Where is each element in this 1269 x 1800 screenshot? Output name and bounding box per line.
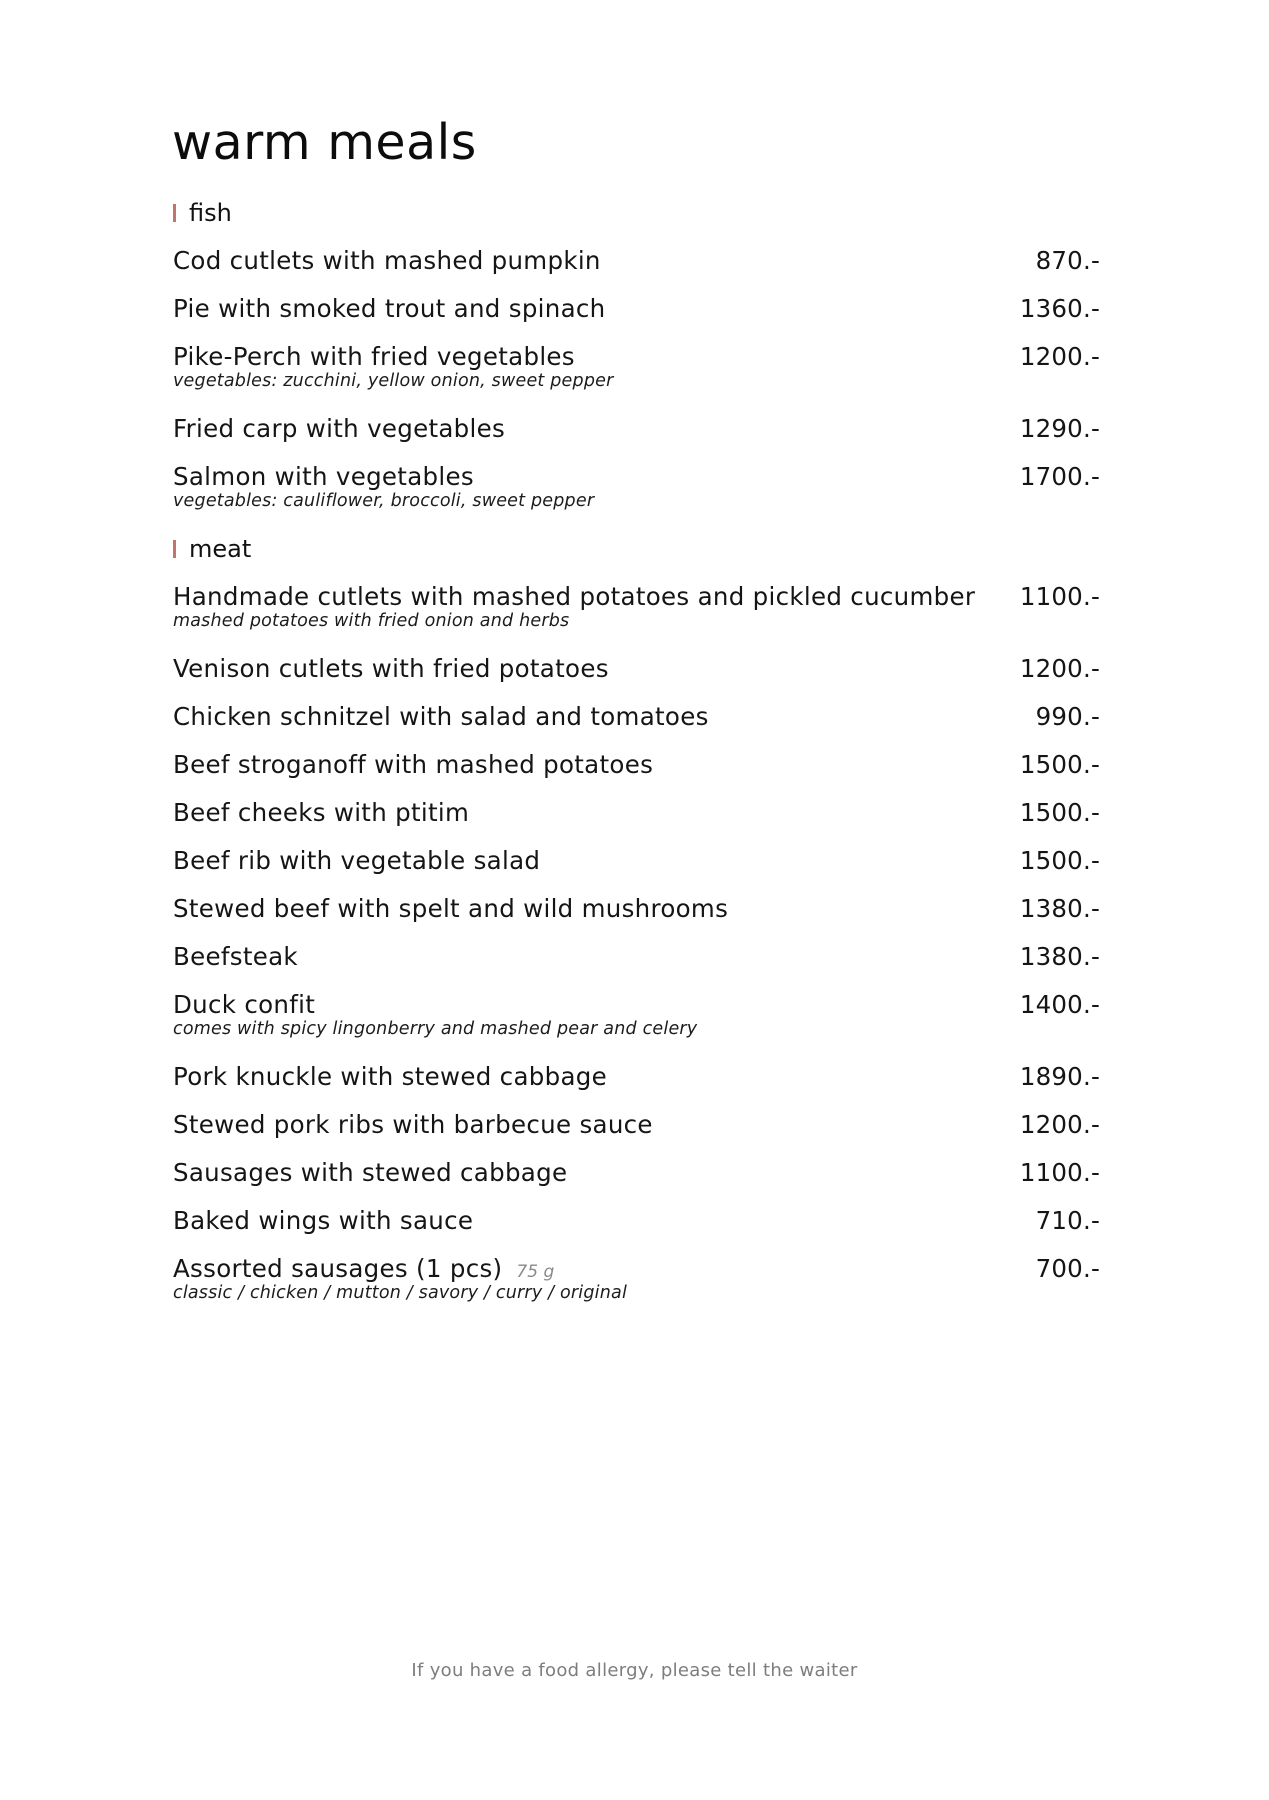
menu-item-price: 1500.- bbox=[1019, 798, 1100, 827]
menu-item-description: vegetables: cauliflower, broccoli, sweet pepper bbox=[173, 491, 595, 511]
menu-item bbox=[173, 653, 1100, 684]
menu-item-price: 1200.- bbox=[1019, 342, 1100, 371]
menu-item-name: Beef cheeks with ptitim bbox=[173, 798, 470, 827]
menu-item-name: Pike-Perch with fried vegetables bbox=[173, 342, 575, 371]
menu-item-title bbox=[173, 1205, 473, 1236]
menu-item-name: Salmon with vegetables bbox=[173, 462, 474, 491]
menu-item-title bbox=[173, 749, 653, 780]
menu-item bbox=[173, 893, 1100, 924]
menu-item-description: mashed potatoes with fried onion and herbs bbox=[173, 611, 570, 631]
menu-item-title bbox=[173, 461, 474, 492]
menu-item-title bbox=[173, 941, 298, 972]
menu-item-price: 1700.- bbox=[1019, 462, 1100, 491]
menu-item-name: Beefsteak bbox=[173, 942, 298, 971]
menu-item-name: Cod cutlets with mashed pumpkin bbox=[173, 246, 601, 275]
menu-item bbox=[173, 1205, 1100, 1236]
menu-item-title bbox=[173, 341, 575, 372]
menu-item-price: 1380.- bbox=[1019, 942, 1100, 971]
menu-item-name: Pie with smoked trout and spinach bbox=[173, 294, 606, 323]
menu-item-price: 870.- bbox=[1035, 246, 1100, 275]
menu-item-title bbox=[173, 293, 606, 324]
menu-item-price: 1100.- bbox=[1019, 1158, 1100, 1187]
menu-item-row bbox=[173, 341, 1100, 372]
menu-item-description: vegetables: zucchini, yellow onion, sweet pepper bbox=[173, 371, 614, 391]
menu-item-name: Pork knuckle with stewed cabbage bbox=[173, 1062, 607, 1091]
menu-item-weight: 75 g bbox=[516, 1262, 555, 1282]
menu-item-row bbox=[173, 701, 1100, 732]
menu-item-title bbox=[173, 581, 975, 612]
menu-item bbox=[173, 461, 1100, 512]
menu-item-row bbox=[173, 1205, 1100, 1236]
menu-item-price: 1400.- bbox=[1019, 990, 1100, 1019]
menu-item-name: Stewed pork ribs with barbecue sauce bbox=[173, 1110, 653, 1139]
menu-item bbox=[173, 701, 1100, 732]
menu-item bbox=[173, 413, 1100, 444]
menu-item-row bbox=[173, 245, 1100, 276]
section-header-fish bbox=[173, 197, 1100, 229]
menu-item-name: Sausages with stewed cabbage bbox=[173, 1158, 568, 1187]
menu-item-row bbox=[173, 653, 1100, 684]
menu-item-title bbox=[173, 893, 728, 924]
menu-item bbox=[173, 989, 1100, 1040]
section-label: meat bbox=[189, 535, 252, 563]
menu-item-row bbox=[173, 941, 1100, 972]
allergy-note: If you have a food allergy, please tell the waiter bbox=[411, 1660, 858, 1681]
menu-item-name: Stewed beef with spelt and wild mushrooms bbox=[173, 894, 729, 923]
menu-item bbox=[173, 1061, 1100, 1092]
menu-item-row bbox=[173, 845, 1100, 876]
menu-item-name: Beef stroganoff with mashed potatoes bbox=[173, 750, 654, 779]
menu-item-price: 710.- bbox=[1035, 1206, 1100, 1235]
menu-item-title bbox=[173, 989, 315, 1020]
menu-item-price: 1100.- bbox=[1019, 582, 1100, 611]
menu-item bbox=[173, 293, 1100, 324]
menu-item-description: comes with spicy lingonberry and mashed pear and celery bbox=[173, 1019, 698, 1039]
menu-item bbox=[173, 797, 1100, 828]
menu-item bbox=[173, 1109, 1100, 1140]
menu-item-title bbox=[173, 1109, 653, 1140]
menu-item bbox=[173, 941, 1100, 972]
menu-item-row bbox=[173, 989, 1100, 1020]
menu-item-price: 1290.- bbox=[1019, 414, 1100, 443]
menu-item-price: 1380.- bbox=[1019, 894, 1100, 923]
menu-item-price: 700.- bbox=[1035, 1254, 1100, 1283]
menu-item-row bbox=[173, 1253, 1100, 1284]
menu-item-row bbox=[173, 1109, 1100, 1140]
menu-item-title bbox=[173, 797, 469, 828]
menu-item-title bbox=[173, 701, 709, 732]
menu-item-row bbox=[173, 413, 1100, 444]
menu-item-row bbox=[173, 1157, 1100, 1188]
menu-item-title bbox=[173, 1157, 567, 1188]
menu-item-name: Duck confit bbox=[173, 990, 316, 1019]
menu-item-name: Fried carp with vegetables bbox=[173, 414, 506, 443]
menu-item-price: 990.- bbox=[1035, 702, 1100, 731]
menu-item-price: 1200.- bbox=[1019, 1110, 1100, 1139]
menu-item bbox=[173, 581, 1100, 632]
menu-item-title bbox=[173, 245, 601, 276]
menu-item-price: 1890.- bbox=[1019, 1062, 1100, 1091]
menu-item-price: 1500.- bbox=[1019, 750, 1100, 779]
menu-item-title bbox=[173, 845, 540, 876]
menu-item-row bbox=[173, 893, 1100, 924]
menu-item-price: 1200.- bbox=[1019, 654, 1100, 683]
menu-item-price: 1500.- bbox=[1019, 846, 1100, 875]
menu-item bbox=[173, 1157, 1100, 1188]
menu-item-name: Handmade cutlets with mashed potatoes and pickled cucumber bbox=[173, 582, 976, 611]
menu-item-row bbox=[173, 797, 1100, 828]
menu-list bbox=[173, 197, 1100, 1325]
menu-item bbox=[173, 341, 1100, 392]
section-accent-bar bbox=[173, 540, 176, 558]
section-label: fish bbox=[189, 199, 232, 227]
menu-item-row bbox=[173, 1061, 1100, 1092]
menu-item-name: Chicken schnitzel with salad and tomatoes bbox=[173, 702, 709, 731]
menu-item-name: Baked wings with sauce bbox=[173, 1206, 474, 1235]
menu-item-title bbox=[173, 413, 505, 444]
page-title: warm meals bbox=[172, 114, 477, 171]
menu-item bbox=[173, 245, 1100, 276]
section-accent-bar bbox=[173, 204, 176, 222]
menu-item-title bbox=[173, 653, 609, 684]
menu-item bbox=[173, 1253, 1100, 1304]
menu-item-title bbox=[173, 1061, 607, 1092]
section-header-meat bbox=[173, 533, 1100, 565]
menu-item bbox=[173, 749, 1100, 780]
menu-item-row bbox=[173, 293, 1100, 324]
menu-item-description: classic / chicken / mutton / savory / curry / original bbox=[173, 1283, 628, 1303]
menu-item-name: Assorted sausages (1 pcs) bbox=[173, 1254, 503, 1283]
menu-item-title bbox=[173, 1253, 554, 1284]
menu-item bbox=[173, 845, 1100, 876]
menu-item-name: Venison cutlets with fried potatoes bbox=[173, 654, 609, 683]
menu-item-name: Beef rib with vegetable salad bbox=[173, 846, 541, 875]
menu-item-row bbox=[173, 461, 1100, 492]
menu-item-row bbox=[173, 749, 1100, 780]
menu-item-row bbox=[173, 581, 1100, 612]
menu-item-price: 1360.- bbox=[1019, 294, 1100, 323]
